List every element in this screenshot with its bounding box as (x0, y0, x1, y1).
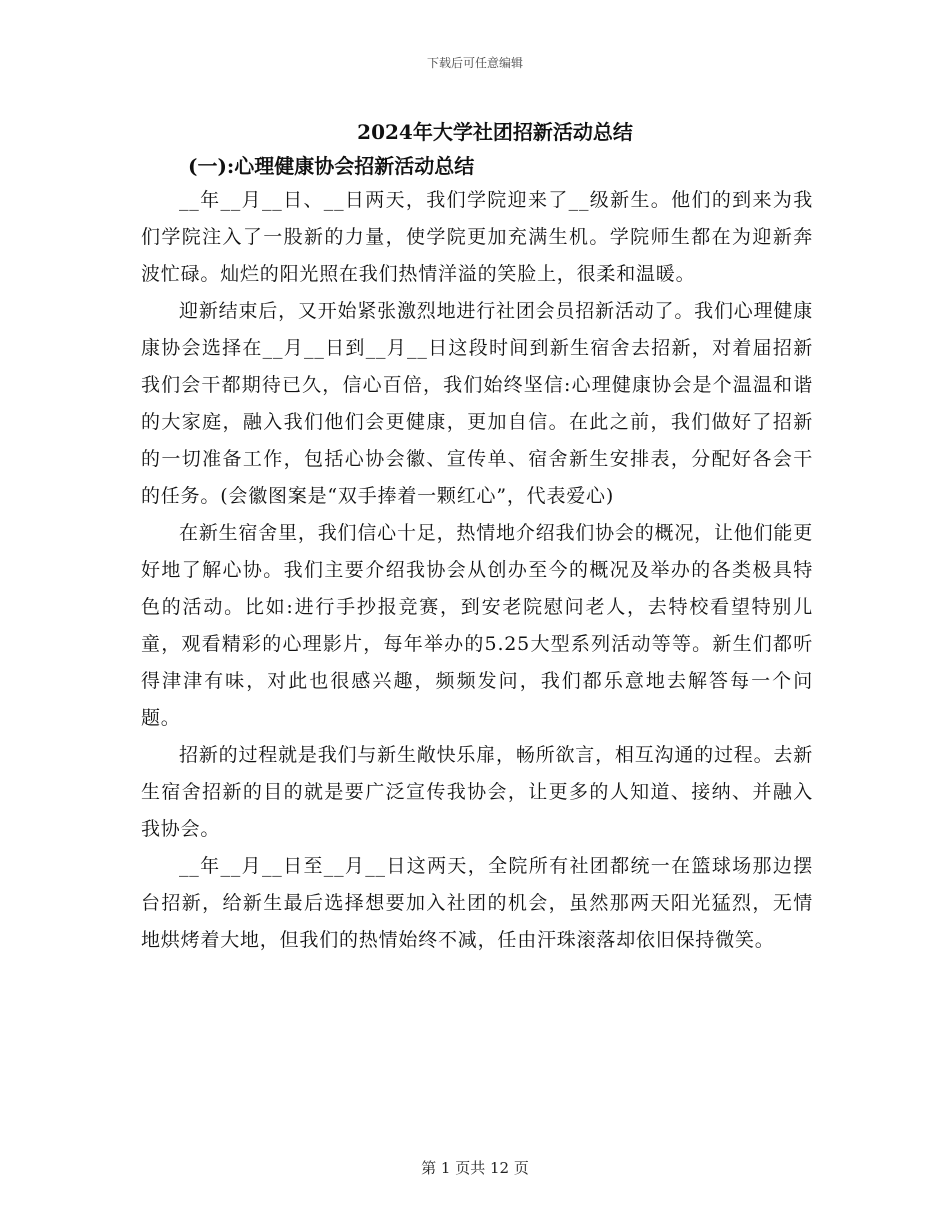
body-paragraph-2: 迎新结束后，又开始紧张激烈地进行社团会员招新活动了。我们心理健康康协会选择在__月__日到__月__日这段时间到新生宿舍去招新，对着届招新我们会干都期待已久，信心百倍，我们始终坚信:心理健康协会是个温温和谐的大家庭，融入我们他们会更健康，更加自信。在此之前，我们做好了招新的一切准备工作，包括心协会徽、宣传单、宿舍新生安排表，分配好各会干的任务。(会徽图案是“双手捧着一颗红心”，代表爱心) (141, 300, 813, 507)
page-header-note: 下载后可任意编辑 (426, 56, 523, 70)
body-paragraph-1: __年__月__日、__日两天，我们学院迎来了__级新生。他们的到来为我们学院注入了一股新的力量，使学院更加充满生机。学院师生都在为迎新奔波忙碌。灿烂的阳光照在我们热情洋溢的笑脸上，很柔和温暖。 (141, 189, 813, 285)
body-paragraph-3: 在新生宿舍里，我们信心十足，热情地介绍我们协会的概况，让他们能更好地了解心协。我们主要介绍我协会从创办至今的概况及举办的各类极具特色的活动。比如:进行手抄报竞赛，到安老院慰问老人，去特校看望特别儿童，观看精彩的心理影片，每年举办的5.25大型系列活动等等。新生们都听得津津有味，对此也很感兴趣，频频发问，我们都乐意地去解答每一个问题。 (141, 522, 813, 729)
page-number: 第 1 页共 12 页 (421, 1159, 529, 1177)
document-title: 2024年大学社团招新活动总结 (357, 120, 633, 144)
document-body (141, 182, 813, 959)
section-heading: (一):心理健康协会招新活动总结 (188, 154, 475, 178)
body-paragraph-5: __年__月__日至__月__日这两天，全院所有社团都统一在篮球场那边摆台招新，给新生最后选择想要加入社团的机会，虽然那两天阳光猛烈，无情地烘烤着大地，但我们的热情始终不减，任由汗珠滚落却依旧保持微笑。 (141, 855, 813, 951)
body-paragraph-4: 招新的过程就是我们与新生敞快乐扉，畅所欲言，相互沟通的过程。去新生宿舍招新的目的就是要广泛宣传我协会，让更多的人知道、接纳、并融入我协会。 (141, 744, 813, 840)
